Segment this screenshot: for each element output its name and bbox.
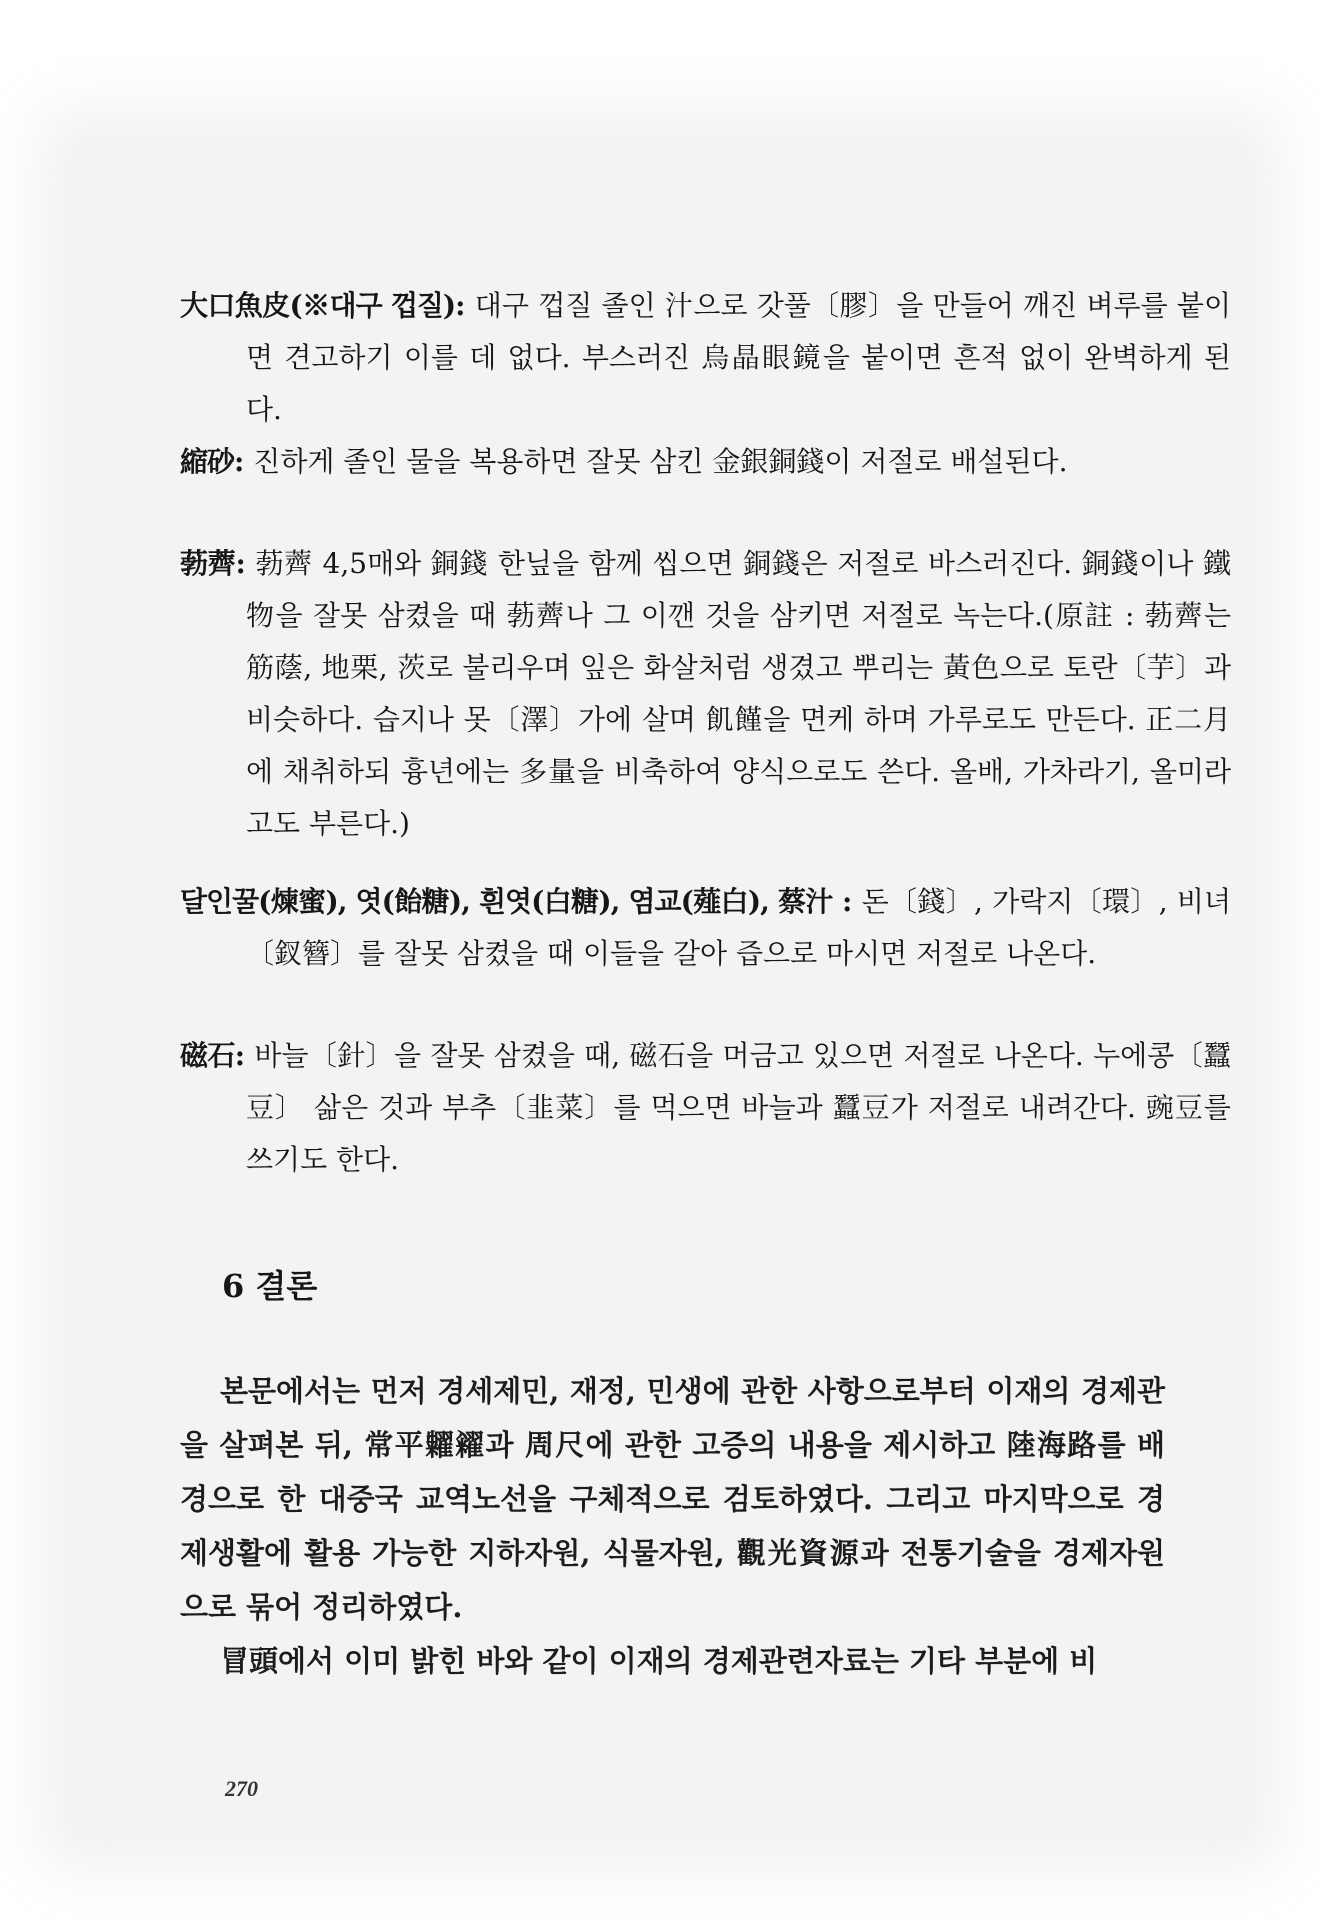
section-heading	[222, 1262, 317, 1310]
entry-term: 縮砂	[180, 445, 235, 478]
entry-text: 대구 껍질 졸인 汁으로 갓풀〔膠〕을 만들어 깨진 벼루를 붙이면 견고하기 이를 데 없다. 부스러진 烏晶眼鏡을 붙이면 흔적 없이 완벽하게 된다.	[246, 289, 1232, 426]
page-number: 270	[225, 1776, 258, 1801]
entry-cod-skin	[180, 280, 1231, 436]
section-title: 결론	[255, 1267, 318, 1305]
body-paragraph: 冒頭에서 이미 밝힌 바와 같이 이재의 경제관련자료는 기타 부분에 비	[220, 1644, 1098, 1678]
entry-text: 돈〔錢〕, 가락지〔環〕, 비녀〔釵簪〕를 잘못 삼켰을 때 이들을 갈아 즙으로 마시면 저절로 나온다.	[246, 885, 1231, 970]
entry-text: 葧薺 4,5매와 銅錢 한닢을 함께 씹으면 銅錢은 저절로 바스러진다. 銅錢이나 鐵物을 잘못 삼켰을 때 葧薺나 그 이깬 것을 삼키면 저절로 녹는다.(原註 : 葧薺는 筋蔭, 地栗, 茨로 불리우며 잎은 화살처럼 생겼고 뿌리는 黃色으로 토란〔芋〕과 비슷하다. 습지나 못〔澤〕가에 살며 飢饉을 면케 하며 가루로도 만든다. 正二月에 채취하되 흉년에는 多量을 비축하여 양식으로도 쓴다. 올배, 가차라기, 올미라고도 부른다.)	[246, 547, 1231, 840]
entry-water-chestnut	[180, 538, 1231, 850]
body-paragraph: 본문에서는 먼저 경세제민, 재정, 민생에 관한 사항으로부터 이재의 경제관을 살펴본 뒤, 常平糶糴과 周尺에 관한 고증의 내용을 제시하고 陸海路를 배경으로 한 대중국 교역노선을 구체적으로 검토하였다. 그리고 마지막으로 경제생활에 활용 가능한 지하자원, 식물자원, 觀光資源과 전통기술을 경제자원으로 묶어 정리하였다.	[180, 1374, 1165, 1624]
entry-honey-syrups	[180, 876, 1231, 980]
section-number: 6	[222, 1267, 245, 1305]
entry-separator: :	[455, 289, 466, 322]
entry-term: 葧薺	[180, 547, 236, 580]
entry-term: 大口魚皮(※대구 껍질)	[180, 289, 456, 322]
entry-separator: :	[235, 547, 246, 580]
entry-separator: :	[841, 885, 853, 918]
entry-text: 진하게 졸인 물을 복용하면 잘못 삼킨 金銀銅錢이 저절로 배설된다.	[253, 445, 1068, 478]
entry-separator: :	[234, 445, 245, 478]
entry-cardamom	[180, 436, 1231, 488]
entry-magnetite	[180, 1030, 1231, 1186]
entry-term: 磁石	[180, 1039, 235, 1072]
entry-term: 달인꿀(煉蜜), 엿(飴糖), 흰엿(白糖), 염교(薤白), 蔡汁	[180, 885, 833, 918]
entry-separator: :	[234, 1039, 246, 1072]
entry-text: 바늘〔針〕을 잘못 삼켰을 때, 磁石을 머금고 있으면 저절로 나온다. 누에콩〔蠶豆〕 삶은 것과 부추〔韭菜〕를 먹으면 바늘과 蠶豆가 저절로 내려간다. 豌豆를 쓰기도 한다.	[246, 1039, 1231, 1176]
